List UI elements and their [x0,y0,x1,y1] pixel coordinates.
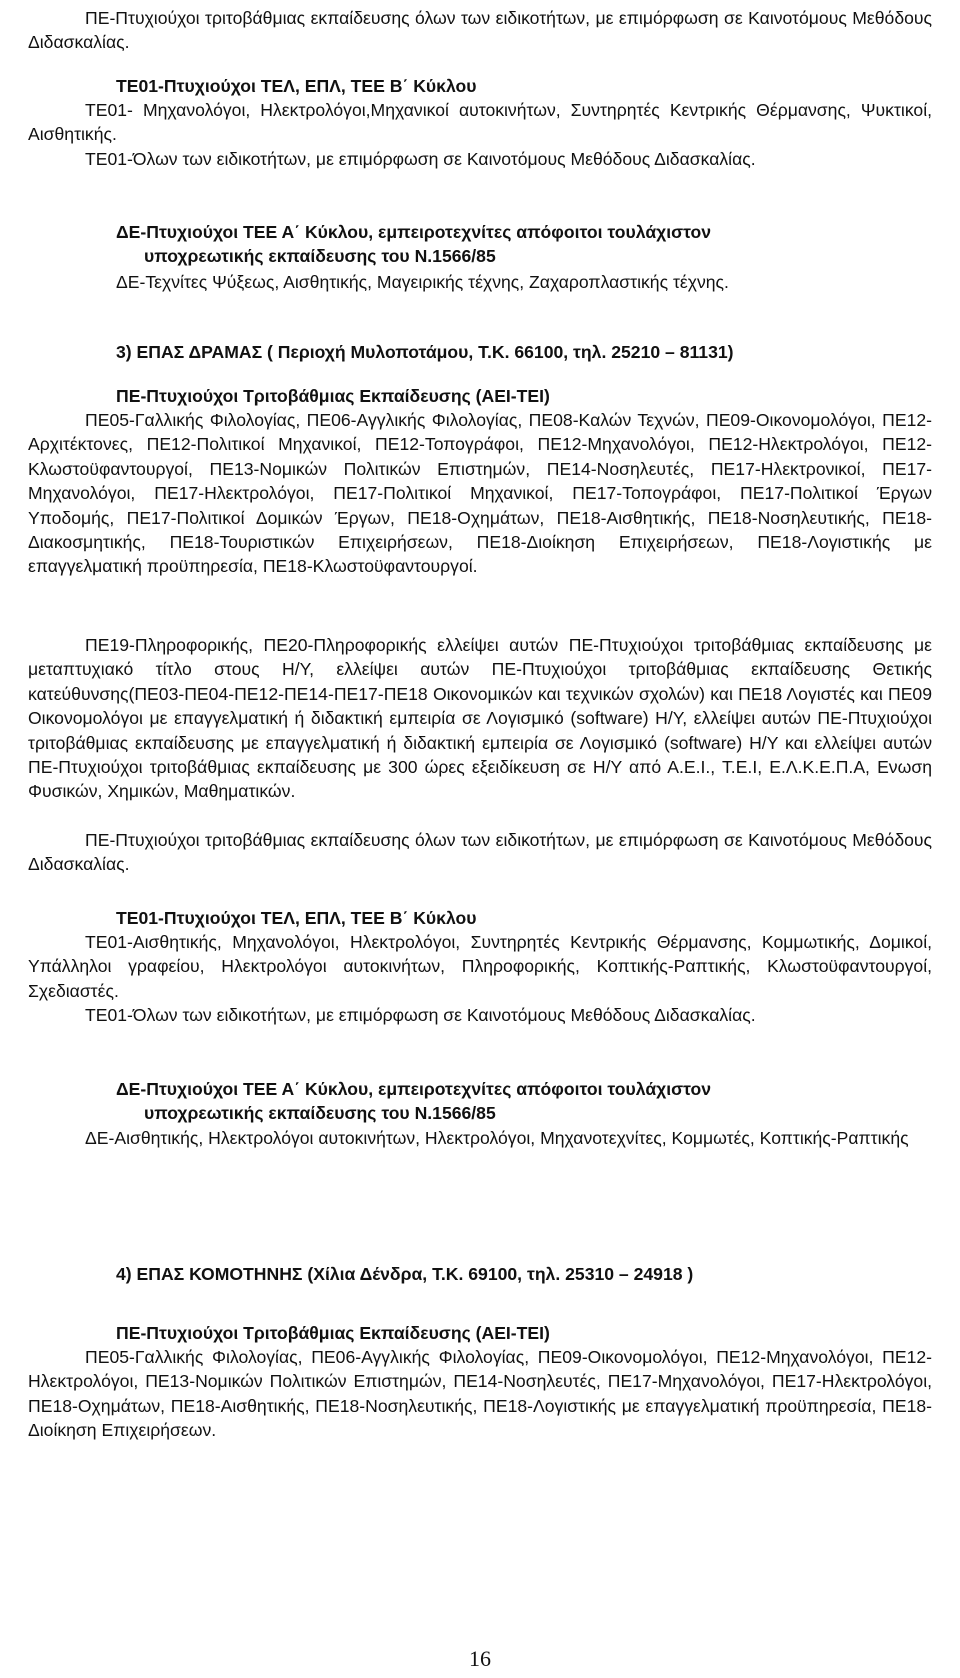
de-heading [28,220,932,269]
pe-specialties-paragraph: ΠΕ05-Γαλλικής Φιλολογίας, ΠΕ06-Αγγλικής Φιλολογίας, ΠΕ08-Καλών Τεχνών, ΠΕ09-Οικονομολόγοι, ΠΕ12-Αρχιτέκτονες, ΠΕ12-Πολιτικοί Μηχανικοί, ΠΕ12-Τοπογράφοι, ΠΕ12-Μηχανολόγοι, ΠΕ12-Ηλεκτρολόγοι, ΠΕ12-Κλωστοϋφαντουργοί, ΠΕ13-Νομικών Πολιτικών Επιστημών, ΠΕ14-Νοσηλευτές, ΠΕ17-Ηλεκτρονικοί, ΠΕ17-Μηχανολόγοι, ΠΕ17-Ηλεκτρολόγοι, ΠΕ17-Πολιτικοί Μηχανικοί, ΠΕ17-Τοπογράφοι, ΠΕ17-Πολιτικοί Έργων Υποδομής, ΠΕ17-Πολιτικοί Δομικών Έργων, ΠΕ18-Οχημάτων, ΠΕ18-Αισθητικής, ΠΕ18-Νοσηλευτικής, ΠΕ18-Διακοσμητικής, ΠΕ18-Τουριστικών Επιχειρήσεων, ΠΕ18-Διοίκηση Επιχειρήσεων, ΠΕ18-Λογιστικής με επαγγελματική προϋπηρεσία, ΠΕ18-Κλωστοϋφαντουργοί. [28,410,932,577]
pe-tertiary-heading-2: ΠΕ-Πτυχιούχοι Τριτοβάθμιας Εκπαίδευσης (ΑΕΙ-ΤΕΙ) [116,1323,550,1343]
pe-specialties-paragraph-2: ΠΕ05-Γαλλικής Φιλολογίας, ΠΕ06-Αγγλικής Φιλολογίας, ΠΕ09-Οικονομολόγοι, ΠΕ12-Μηχανολόγοι, ΠΕ12-Ηλεκτρολόγοι, ΠΕ13-Νομικών Πολιτικών Επιστημών, ΠΕ14-Νοσηλευτές, ΠΕ17-Μηχανολόγοι, ΠΕ17-Ηλεκτρολόγοι, ΠΕ18-Οχημάτων, ΠΕ18-Αισθητικής, ΠΕ18-Νοσηλευτικής, ΠΕ18-Λογιστικής με επαγγελματική προϋπηρεσία, ΠΕ18-Διοίκηση Επιχειρήσεων. [28,1347,932,1441]
te01-specialties-paragraph-2: ΤΕ01-Αισθητικής, Μηχανολόγοι, Ηλεκτρολόγοι, Συντηρητές Κεντρικής Θέρμανσης, Κομμωτικής, Δομικοί, Υπάλληλοι γραφείου, Ηλεκτρολόγοι αυτοκινήτων, Πληροφορικής, Κοπτικής-Ραπτικής, Κλωστοϋφαντουργοί, Σχεδιαστές. [28,932,932,1001]
de-heading-line1: ΔΕ-Πτυχιούχοι ΤΕΕ Α΄ Κύκλου, εμπειροτεχνίτες απόφοιτοι τουλάχιστον [116,222,712,242]
de-heading-line2: υποχρεωτικής εκπαίδευσης του Ν.1566/85 [144,246,496,267]
te01-all-specialties-paragraph-2: ΤΕ01-Όλων των ειδικοτήτων, με επιμόρφωση σε Καινοτόμους Μεθόδους Διδασκαλίας. [85,1005,756,1025]
te01-all-specialties-paragraph: ΤΕ01-Όλων των ειδικοτήτων, με επιμόρφωση σε Καινοτόμους Μεθόδους Διδασκαλίας. [85,149,756,169]
de-specialties-paragraph-2: ΔΕ-Αισθητικής, Ηλεκτρολόγοι αυτοκινήτων, Ηλεκτρολόγοι, Μηχανοτεχνίτες, Κομμωτές, Κοπτικής-Ραπτικής [85,1128,909,1148]
pe-tertiary-heading: ΠΕ-Πτυχιούχοι Τριτοβάθμιας Εκπαίδευσης (ΑΕΙ-ΤΕΙ) [116,386,550,406]
de-heading-2 [28,1077,932,1126]
de-heading-2-line1: ΔΕ-Πτυχιούχοι ΤΕΕ Α΄ Κύκλου, εμπειροτεχνίτες απόφοιτοι τουλάχιστον [116,1079,712,1099]
pe19-informatics-paragraph: ΠΕ19-Πληροφορικής, ΠΕ20-Πληροφορικής ελλείψει αυτών ΠΕ-Πτυχιούχοι τριτοβάθμιας εκπαίδευσης με μεταπτυχιακό τίτλο στους Η/Υ, ελλείψει αυτών ΠΕ-Πτυχιούχοι τριτοβάθμιας εκπαίδευσης Θετικής κατεύθυνσης(ΠΕ03-ΠΕ04-ΠΕ12-ΠΕ14-ΠΕ17-ΠΕ18 Οικονομικών και τεχνικών σχολών) και ΠΕ18 Λογιστές και ΠΕ09 Οικονομολόγοι με επαγγελματική ή διδακτική εμπειρία σε Λογισμικό (software) Η/Υ, ελλείψει αυτών ΠΕ-Πτυχιούχοι τριτοβάθμιας εκπαίδευσης με επαγγελματική ή διδακτική εμπειρία σε Λογισμικό (software) Η/Υ και ελλείψει αυτών ΠΕ-Πτυχιούχοι τριτοβάθμιας εκπαίδευσης με 300 ώρες εξειδίκευση σε Η/Υ από Α.Ε.Ι., Τ.Ε.Ι, Ε.Λ.Κ.Ε.Π.Α, Ενωση Φυσικών, Χημικών, Μαθηματικών. [28,635,932,802]
de-heading-2-line2: υποχρεωτικής εκπαίδευσης του Ν.1566/85 [144,1103,496,1124]
pe-general-paragraph-2: ΠΕ-Πτυχιούχοι τριτοβάθμιας εκπαίδευσης όλων των ειδικοτήτων, με επιμόρφωση σε Καινοτόμους Μεθόδους Διδασκαλίας. [28,830,932,875]
te01-heading: ΤΕ01-Πτυχιούχοι ΤΕΛ, ΕΠΛ, ΤΕΕ Β΄ Κύκλου [116,76,477,96]
de-specialties-paragraph: ΔΕ-Τεχνίτες Ψύξεως, Αισθητικής, Μαγειρικής τέχνης, Ζαχαροπλαστικής τέχνης. [116,272,729,292]
section-3-heading: 3) ΕΠΑΣ ΔΡΑΜΑΣ ( Περιοχή Μυλοποτάμου, Τ.Κ. 66100, τηλ. 25210 – 81131) [116,342,734,362]
page-number: 16 [469,1646,491,1671]
te01-specialties-paragraph: ΤΕ01- Μηχανολόγοι, Ηλεκτρολόγοι,Μηχανικοί αυτοκινήτων, Συντηρητές Κεντρικής Θέρμανσης, Ψυκτικοί, Αισθητικής. [28,100,932,145]
pe-general-paragraph: ΠΕ-Πτυχιούχοι τριτοβάθμιας εκπαίδευσης όλων των ειδικοτήτων, με επιμόρφωση σε Καινοτόμους Μεθόδους Διδασκαλίας. [28,8,932,53]
te01-heading-2: ΤΕ01-Πτυχιούχοι ΤΕΛ, ΕΠΛ, ΤΕΕ Β΄ Κύκλου [116,908,477,928]
section-4-heading: 4) ΕΠΑΣ ΚΟΜΟΤΗΝΗΣ (Χίλια Δένδρα, Τ.Κ. 69100, τηλ. 25310 – 24918 ) [116,1264,694,1284]
